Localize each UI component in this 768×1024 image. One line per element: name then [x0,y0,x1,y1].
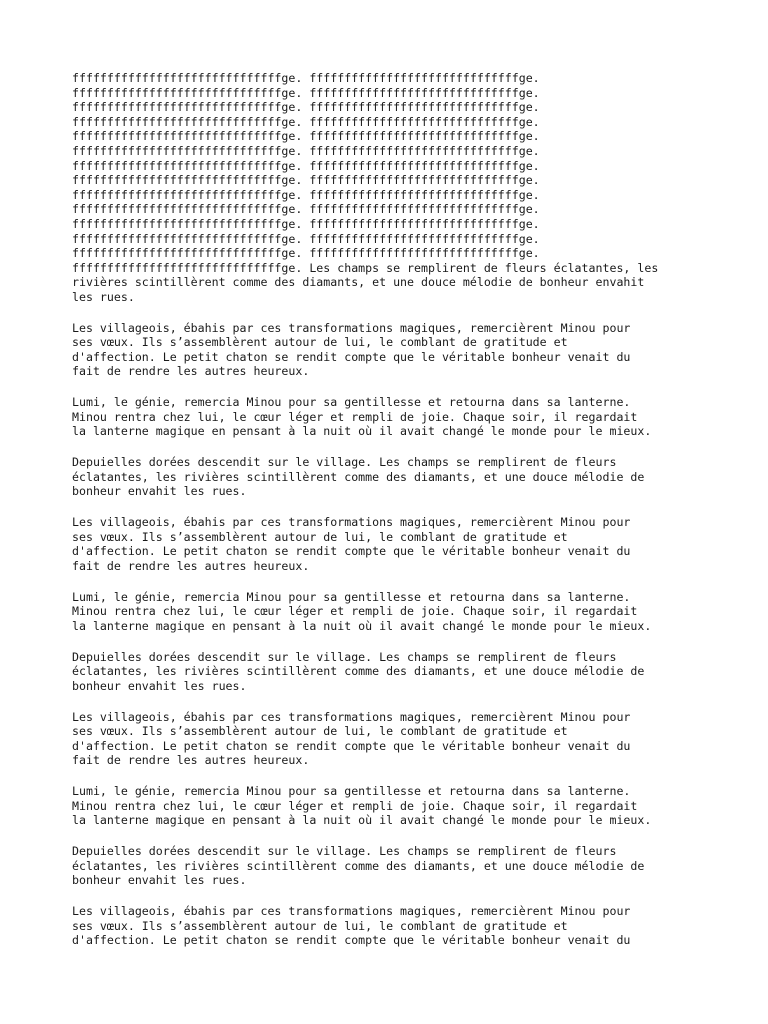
paragraph-11: Les villageois, ébahis par ces transformations magiques, remercièrent Minou pour ses vœux. Ils s’assemblèrent autour de lui, le comblant de gratitude et d'affection. Le petit chaton se rendit compte que le véritable bonheur venait du [72,904,631,948]
paragraph-8: Les villageois, ébahis par ces transformations magiques, remercièrent Minou pour ses vœux. Ils s’assemblèrent autour de lui, le comblant de gratitude et d'affection. Le petit chaton se rendit compte que le véritable bonheur venait du fait de rendre les autres heureux. [72,709,631,768]
document-page [72,71,712,964]
paragraph-1: ffffffffffffffffffffffffffffffge. ffffffffffffffffffffffffffffffge. ffffffffffffffffffffffffffffffge. ffffffffffffffffffffffffffffffge. ffffffffffffffffffffffffffffffge. ffffffffffffffffffffffffffffffge. ffffffffffffffffffffffffffffffge. ffffffffffffffffffffffffffffffge. ffffffffffffffffffffffffffffffge. ffffffffffffffffffffffffffffffge. ffffffffffffffffffffffffffffffge. ffffffffffffffffffffffffffffffge. ffffffffffffffffffffffffffffffge. ffffffffffffffffffffffffffffffge. ffffffffffffffffffffffffffffffge. ffffffffffffffffffffffffffffffge. ffffffffffffffffffffffffffffffge. ffffffffffffffffffffffffffffffge. ffffffffffffffffffffffffffffffge. ffffffffffffffffffffffffffffffge. ffffffffffffffffffffffffffffffge. ffffffffffffffffffffffffffffffge. ffffffffffffffffffffffffffffffge. ffffffffffffffffffffffffffffffge. ffffffffffffffffffffffffffffffge. ffffffffffffffffffffffffffffffge. ffffffffffffffffffffffffffffffge. Les champs se remplirent de fleurs éclatantes, les rivières scintillèrent comme des diamants, et une douce mélodie de bonheur envahit les rues. [72,71,659,304]
paragraph-4: Depuielles dorées descendit sur le village. Les champs se remplirent de fleurs éclatantes, les rivières scintillèrent comme des diamants, et une douce mélodie de bonheur envahit les rues. [72,455,645,499]
paragraph-6: Lumi, le génie, remercia Minou pour sa gentillesse et retourna dans sa lanterne. Minou rentra chez lui, le cœur léger et rempli de joie. Chaque soir, il regardait la lanterne magique en pensant à la nuit où il avait changé le monde pour le mieux. [72,589,652,633]
paragraph-9: Lumi, le génie, remercia Minou pour sa gentillesse et retourna dans sa lanterne. Minou rentra chez lui, le cœur léger et rempli de joie. Chaque soir, il regardait la lanterne magique en pensant à la nuit où il avait changé le monde pour le mieux. [72,784,652,828]
paragraph-5: Les villageois, ébahis par ces transformations magiques, remercièrent Minou pour ses vœux. Ils s’assemblèrent autour de lui, le comblant de gratitude et d'affection. Le petit chaton se rendit compte que le véritable bonheur venait du fait de rendre les autres heureux. [72,515,631,573]
paragraph-3: Lumi, le génie, remercia Minou pour sa gentillesse et retourna dans sa lanterne. Minou rentra chez lui, le cœur léger et rempli de joie. Chaque soir, il regardait la lanterne magique en pensant à la nuit où il avait changé le monde pour le mieux. [72,395,652,439]
paragraph-7: Depuielles dorées descendit sur le village. Les champs se remplirent de fleurs éclatantes, les rivières scintillèrent comme des diamants, et une douce mélodie de bonheur envahit les rues. [72,649,645,693]
paragraph-2: Les villageois, ébahis par ces transformations magiques, remercièrent Minou pour ses vœux. Ils s’assemblèrent autour de lui, le comblant de gratitude et d'affection. Le petit chaton se rendit compte que le véritable bonheur venait du fait de rendre les autres heureux. [72,320,631,379]
paragraph-10: Depuielles dorées descendit sur le village. Les champs se remplirent de fleurs éclatantes, les rivières scintillèrent comme des diamants, et une douce mélodie de bonheur envahit les rues. [72,844,645,888]
